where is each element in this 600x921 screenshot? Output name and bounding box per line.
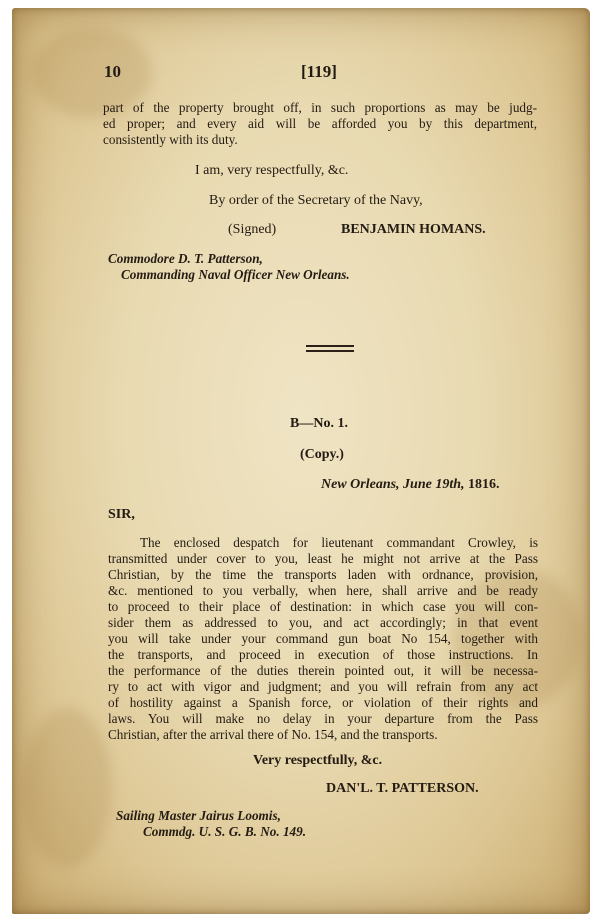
letter1-line: ed proper; and every aid will be afforded you by this department, [103,116,537,131]
letter2-line: you will take under your command gun boat No 154, together with [108,631,538,646]
page-number: [119] [301,62,337,81]
letter2-line: the transports, and proceed in execution of those instructions. In [108,647,538,662]
addressee-line: Commodore D. T. Patterson, [108,251,263,266]
letter2-line: Christian, by the time the transports laden with ordnance, provision, [108,567,538,582]
age-stain [22,708,112,868]
addressee-line: Commdg. U. S. G. B. No. 149. [143,824,307,839]
dateline-place: New Orleans, June 19th, [321,477,465,492]
letter1-line: consistently with its duty. [103,132,238,147]
signed-label: (Signed) [228,222,277,237]
letter1-closing: I am, very respectfully, &c. [195,163,349,178]
dateline [321,477,500,494]
addressee-line: Sailing Master Jairus Loomis, [116,808,281,823]
signer-name: DAN'L. T. PATTERSON. [326,781,479,796]
letter2-line: ry to act with vigor and judgment; and you will refrain from any act [108,679,538,694]
document-label: B—No. 1. [290,416,348,431]
addressee-line: Commanding Naval Officer New Orleans. [121,267,350,282]
section-divider [306,345,354,347]
letter2-line: &c. mentioned to you verbally, when here, shall arrive and be ready [108,583,538,598]
section-divider [306,350,354,352]
letter2-closing: Very respectfully, &c. [253,753,383,768]
letter1-line: part of the property brought off, in such proportions as may be judg- [103,100,537,115]
letter2-line: The enclosed despatch for lieutenant commandant Crowley, is [140,535,538,550]
letter2-line: Christian, after the arrival there of No. 154, and the transports. [108,727,438,742]
letter2-line: the performance of the duties therein pointed out, it will be necessa- [108,663,538,678]
dateline-year: 1816. [468,477,500,492]
by-order-line: By order of the Secretary of the Navy, [209,193,423,208]
letter2-line: sider them as addressed to you, and act accordingly; in that event [108,615,538,630]
letter2-line: to proceed to their place of destination: in which case you will con- [108,599,538,614]
page-marker: 10 [104,62,121,81]
letter2-line: laws. You will make no delay in your departure from the Pass [108,711,538,726]
salutation: SIR, [108,507,135,522]
signer-name: BENJAMIN HOMANS. [341,222,486,237]
letter2-line: transmitted under cover to you, least he might not arrive at the Pass [108,551,538,566]
document-page [12,8,590,914]
letter2-line: of hostility against a Spanish force, or violation of their rights and [108,695,538,710]
copy-label: (Copy.) [300,447,344,462]
